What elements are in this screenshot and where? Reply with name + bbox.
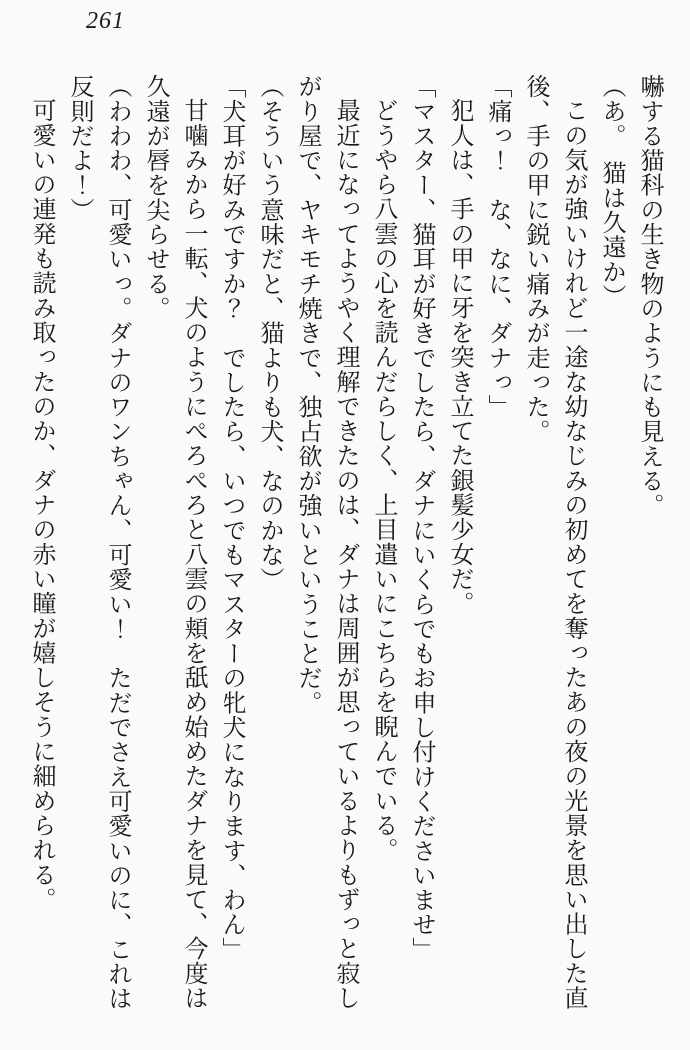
paragraph: （わわわ、可愛いっ。ダナのワンちゃん、可愛い！ ただでさえ可愛いのに、これは反則だよ！） xyxy=(66,74,130,1011)
paragraph: 最近になってようやく理解できたのは、ダナは周囲が思っているよりもずっと寂しがり屋で、ヤキモチ焼きで、独占欲が強いということだ。 xyxy=(294,74,358,1011)
paragraph: 「痛っ！ な、なに、ダナっ」 xyxy=(484,74,510,420)
paragraph: 犯人は、手の甲に牙を突き立てた銀髪少女だ。 xyxy=(446,98,472,616)
page-number: 261 xyxy=(86,8,125,34)
paragraph: 可愛いの連発も読み取ったのか、ダナの赤い瞳が嬉しそうに細められる。 xyxy=(28,98,54,912)
paragraph: （あ。 猫は久遠か） xyxy=(598,74,624,309)
paragraph: 「マスター、猫耳が好きでしたら、ダナにいくらでもお申し付けくださいませ」 xyxy=(408,74,434,962)
paragraph: 「犬耳が好みですか？ でしたら、いつでもマスターの牝犬になります、わん」 xyxy=(218,74,244,962)
text-block xyxy=(22,74,668,1012)
paragraph: 嚇する猫科の生き物のようにも見える。 xyxy=(636,74,662,518)
paragraph: 甘噛みから一転、犬のようにぺろぺろと八雲の頬を舐め始めたダナを見て、今度は久遠が唇を尖らせる。 xyxy=(142,74,206,1011)
paragraph: どうやら八雲の心を読んだらしく、上目遣いにこちらを睨んでいる。 xyxy=(370,98,396,863)
paragraph: この気が強いけれど一途な幼なじみの初めてを奪ったあの夜の光景を思い出した直後、手の甲に鋭い痛みが走った。 xyxy=(522,74,586,1011)
paragraph: （そういう意味だと、猫よりも犬、なのかな） xyxy=(256,74,282,592)
